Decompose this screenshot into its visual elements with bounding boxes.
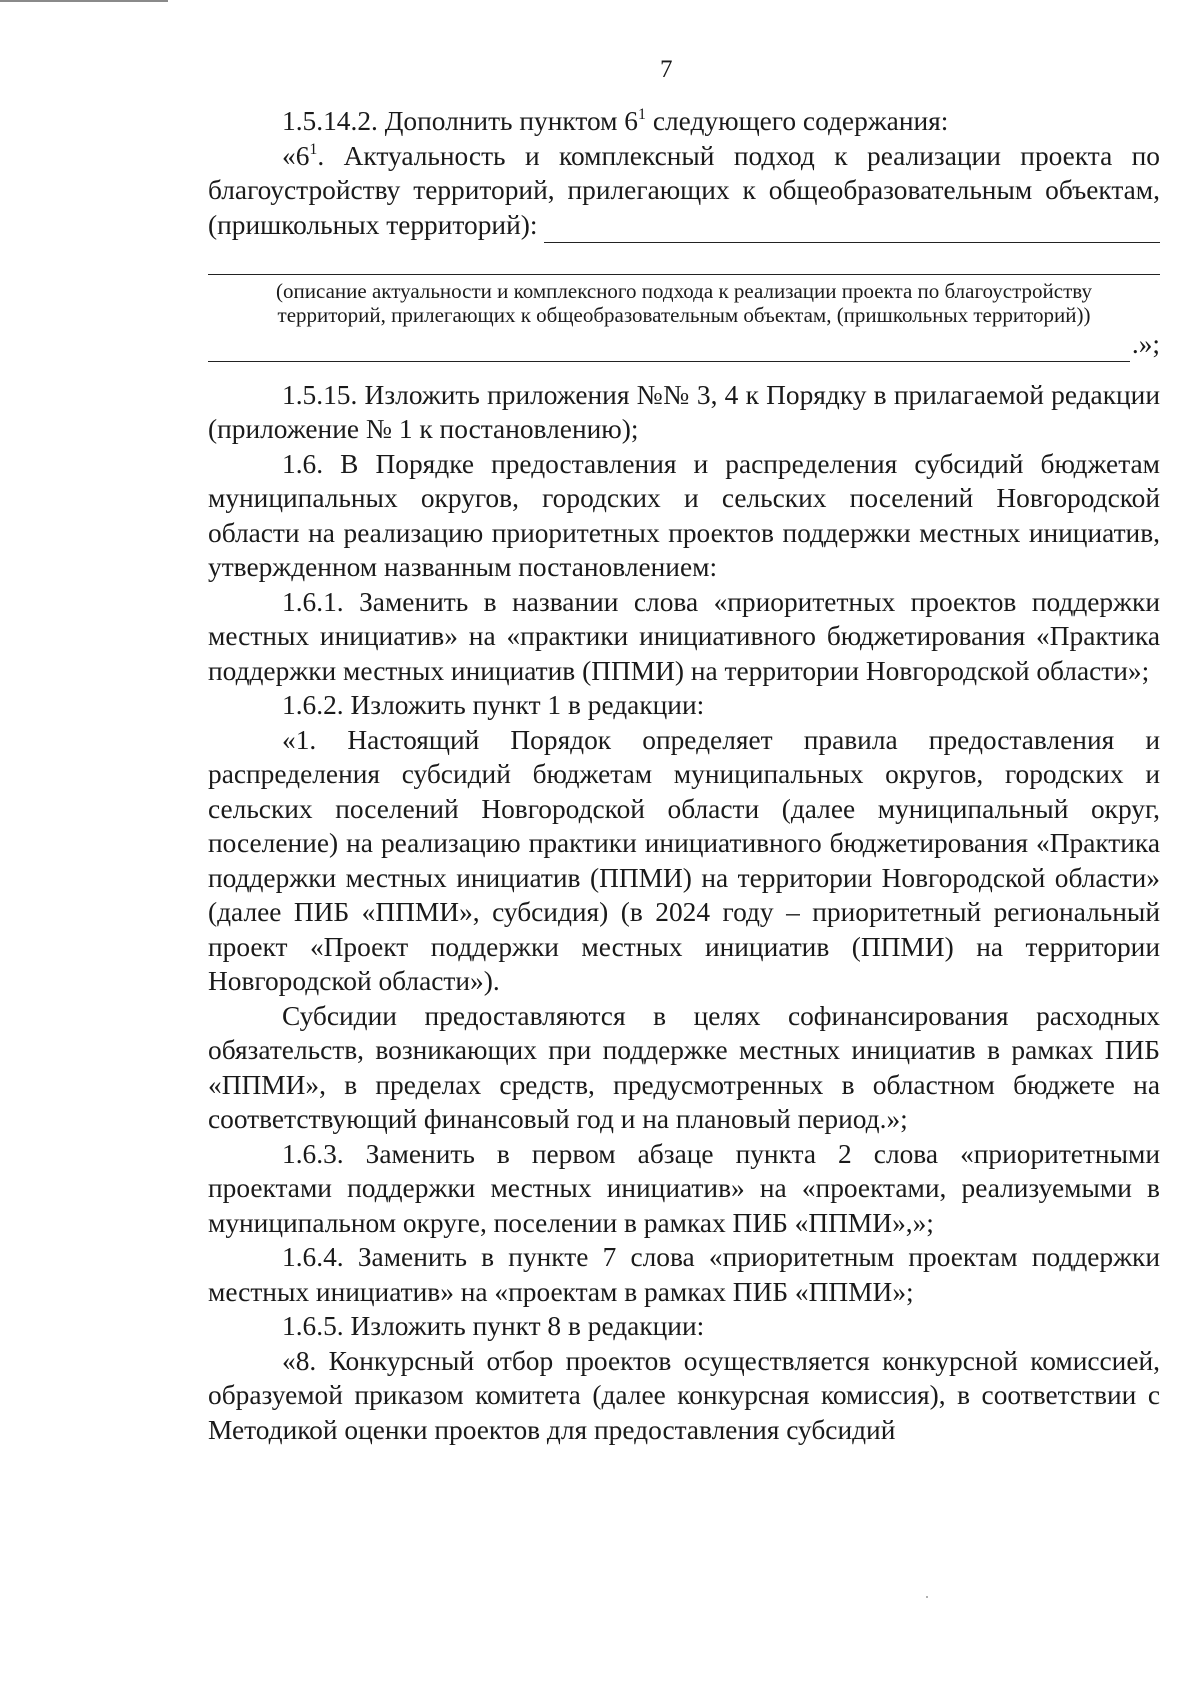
field-caption: (описание актуальности и комплексного подхода к реализации проекта по благоустройству территорий, прилегающих к общеобразовательным объектам, (пришкольных территорий)) bbox=[276, 279, 1092, 327]
paragraph-quoted-1: «1. Настоящий Порядок определяет правила предоставления и распределения субсидий бюджетам муниципальных округов, городских и сельских поселений Новгородской области (далее муниципальный округ, поселение) на реализацию практики инициативного бюджетирования «Практика поддержки местных инициатив (ППМИ) на территории Новгородской области» (далее ПИБ «ППМИ», субсидия) (в 2024 году – приоритетный региональный проект «Проект поддержки местных инициатив (ППМИ) на территории Новгородской области»). bbox=[208, 724, 1160, 996]
paragraph-text: . Актуальность и комплексный подход к реализации проекта по благоустройству территорий, прилегающих к общеобразовательным объектам, (пришкольных территорий): bbox=[208, 140, 1160, 240]
paragraph-1-5-14-2 bbox=[208, 104, 1160, 139]
paragraph-text: 1.5.14.2. Дополнить пунктом 6 bbox=[282, 106, 638, 136]
paragraph-subsidies: Субсидии предоставляются в целях софинансирования расходных обязательств, возникающих при поддержке местных инициатив в рамках ПИБ «ППМИ», в пределах средств, предусмотренных в областном бюджете на соответствующий финансовый год и на плановый период.»; bbox=[208, 1000, 1160, 1134]
paragraph-1-5-15: 1.5.15. Изложить приложения №№ 3, 4 к Порядку в прилагаемой редакции (приложение № 1 к постановлению); bbox=[208, 379, 1160, 444]
spacer bbox=[208, 362, 1160, 378]
paragraph-1-6-5: 1.6.5. Изложить пункт 8 в редакции: bbox=[282, 1311, 705, 1341]
superscript: 1 bbox=[638, 106, 646, 123]
paragraph-text-tail: следующего содержания: bbox=[646, 106, 949, 136]
paragraph-1-6-2: 1.6.2. Изложить пункт 1 в редакции: bbox=[282, 690, 705, 720]
page-number: 7 bbox=[660, 56, 673, 83]
paragraph-1-6-4: 1.6.4. Заменить в пункте 7 слова «приоритетным проектам поддержки местных инициатив» на «проектам в рамках ПИБ «ППМИ»; bbox=[208, 1242, 1160, 1307]
fill-in-line bbox=[544, 212, 1160, 243]
paragraph-1-6: 1.6. В Порядке предоставления и распределения субсидий бюджетам муниципальных округов, городских и сельских поселений Новгородской области на реализацию приоритетных проектов поддержки местных инициатив, утвержденном названным постановлением: bbox=[208, 448, 1160, 582]
paragraph-1-6-1: 1.6.1. Заменить в названии слова «приоритетных проектов поддержки местных инициатив» на «практики инициативного бюджетирования «Практика поддержки местных инициатив (ППМИ) на территории Новгородской области»; bbox=[208, 586, 1160, 686]
paragraph-quoted-8: «8. Конкурсный отбор проектов осуществляется конкурсной комиссией, образуемой приказом комитета (далее конкурсная комиссия), в соответствии с Методикой оценки проектов для предоставления субсидий bbox=[208, 1345, 1160, 1445]
scan-edge-mark bbox=[0, 0, 168, 2]
fill-in-line bbox=[208, 244, 1160, 275]
document-body bbox=[208, 104, 1160, 1447]
quote-close: .»; bbox=[1131, 329, 1160, 359]
closing-line-row bbox=[208, 327, 1160, 362]
fill-in-line bbox=[208, 331, 1130, 362]
paragraph-1-6-3: 1.6.3. Заменить в первом абзаце пункта 2 слова «приоритетными проектами поддержки местных инициатив» на «проектами, реализуемыми в муниципальном округе, поселении в рамках ПИБ «ППМИ»,»; bbox=[208, 1138, 1160, 1238]
superscript: 1 bbox=[309, 140, 318, 158]
scan-speck bbox=[926, 1596, 928, 1598]
quote-open: «6 bbox=[282, 140, 310, 171]
